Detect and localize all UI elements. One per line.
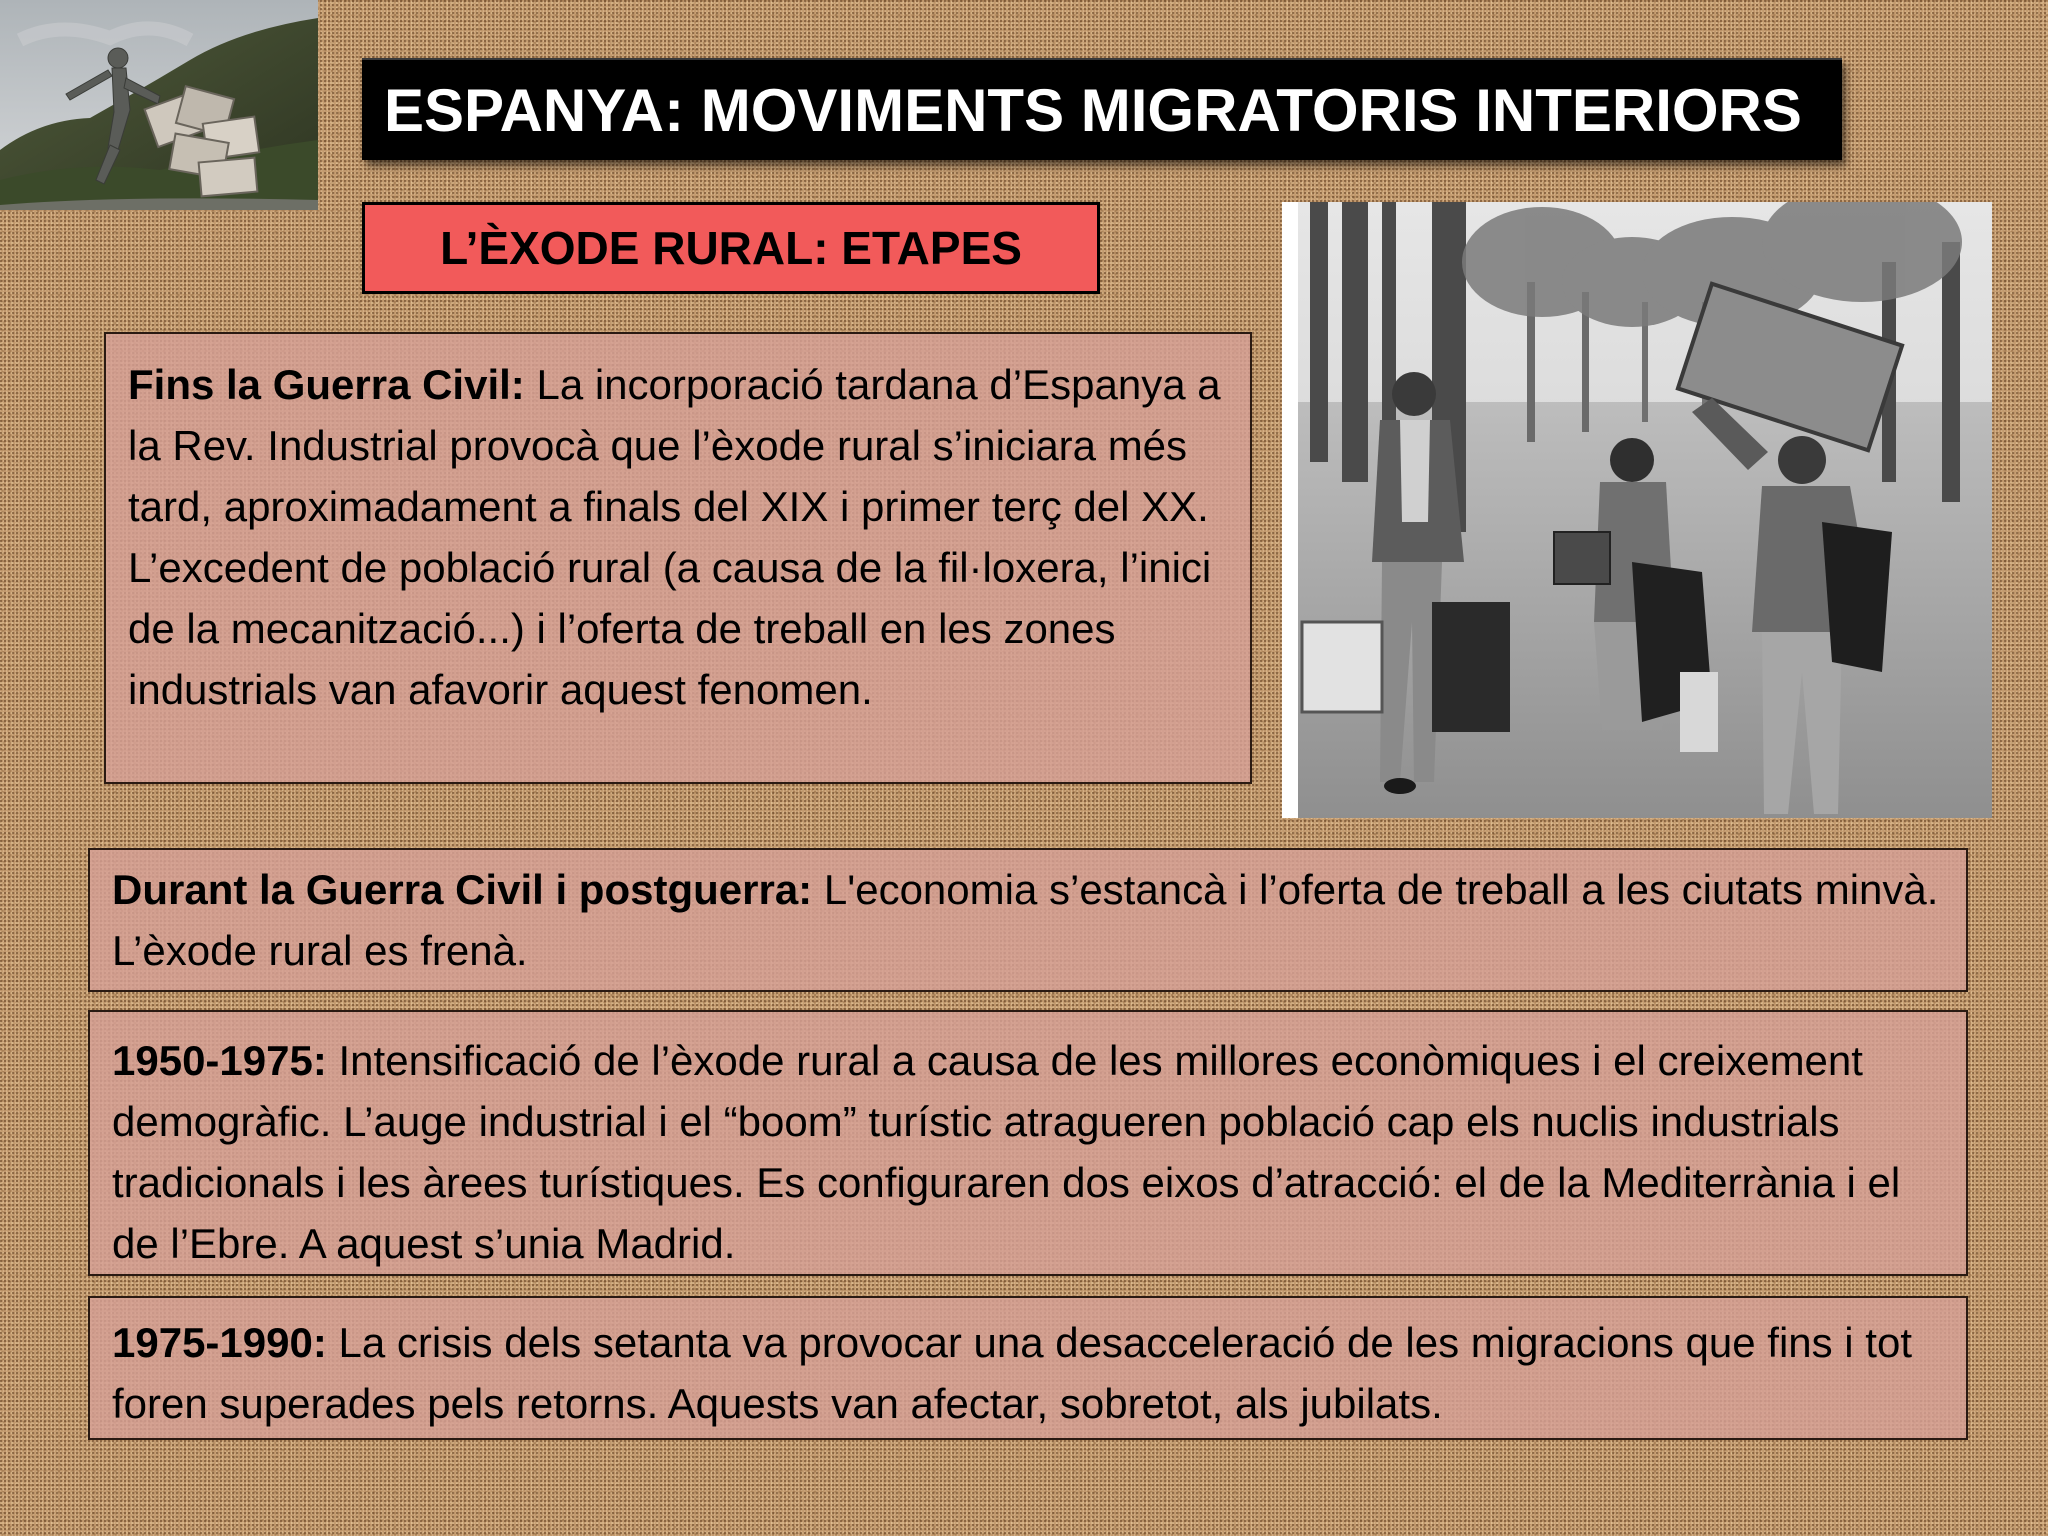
title-bar	[362, 58, 1842, 160]
migrants-photo	[1282, 202, 1992, 818]
stage-panel-pre-civil-war	[104, 332, 1252, 784]
slide-subtitle: L’ÈXODE RURAL: ETAPES	[440, 222, 1022, 274]
slide-title: ESPANYA: MOVIMENTS MIGRATORIS INTERIORS	[384, 76, 1802, 144]
stage-panel-1975-1990	[88, 1296, 1968, 1440]
panel-heading: Fins la Guerra Civil:	[128, 361, 525, 408]
panel-heading: Durant la Guerra Civil i postguerra:	[112, 866, 813, 913]
statue-photo	[0, 0, 318, 210]
panel-text: Intensificació de l’èxode rural a causa de les millores econòmiques i el creixement demogràfic. L’auge industrial i el “boom” turístic atragueren població cap els nuclis industrials tradicionals i les àrees turístiques. Es configuraren dos eixos d’atracció: el de la Mediterrània i el de l’Ebre. A aquest s’unia Madrid.	[112, 1037, 1901, 1267]
stage-panel-1950-1975	[88, 1010, 1968, 1276]
subtitle-box	[362, 202, 1100, 294]
panel-text: La crisis dels setanta va provocar una desacceleració de les migracions que fins i tot foren superades pels retorns. Aquests van afectar, sobretot, als jubilats.	[112, 1319, 1912, 1427]
panel-heading: 1975-1990:	[112, 1319, 327, 1366]
panel-heading: 1950-1975:	[112, 1037, 327, 1084]
stage-panel-civil-war-postwar	[88, 848, 1968, 992]
panel-text: La incorporació tardana d’Espanya a la Rev. Industrial provocà que l’èxode rural s’iniciara més tard, aproximadament a finals del XIX i primer terç del XX. L’excedent de població rural (a causa de la fil·loxera, l’inici de la mecanització...) i l’oferta de treball en les zones industrials van afavorir aquest fenomen.	[128, 361, 1221, 713]
panel-text: L'economia s’estancà i l’oferta de treball a les ciutats minvà. L’èxode rural es frenà.	[112, 866, 1939, 974]
